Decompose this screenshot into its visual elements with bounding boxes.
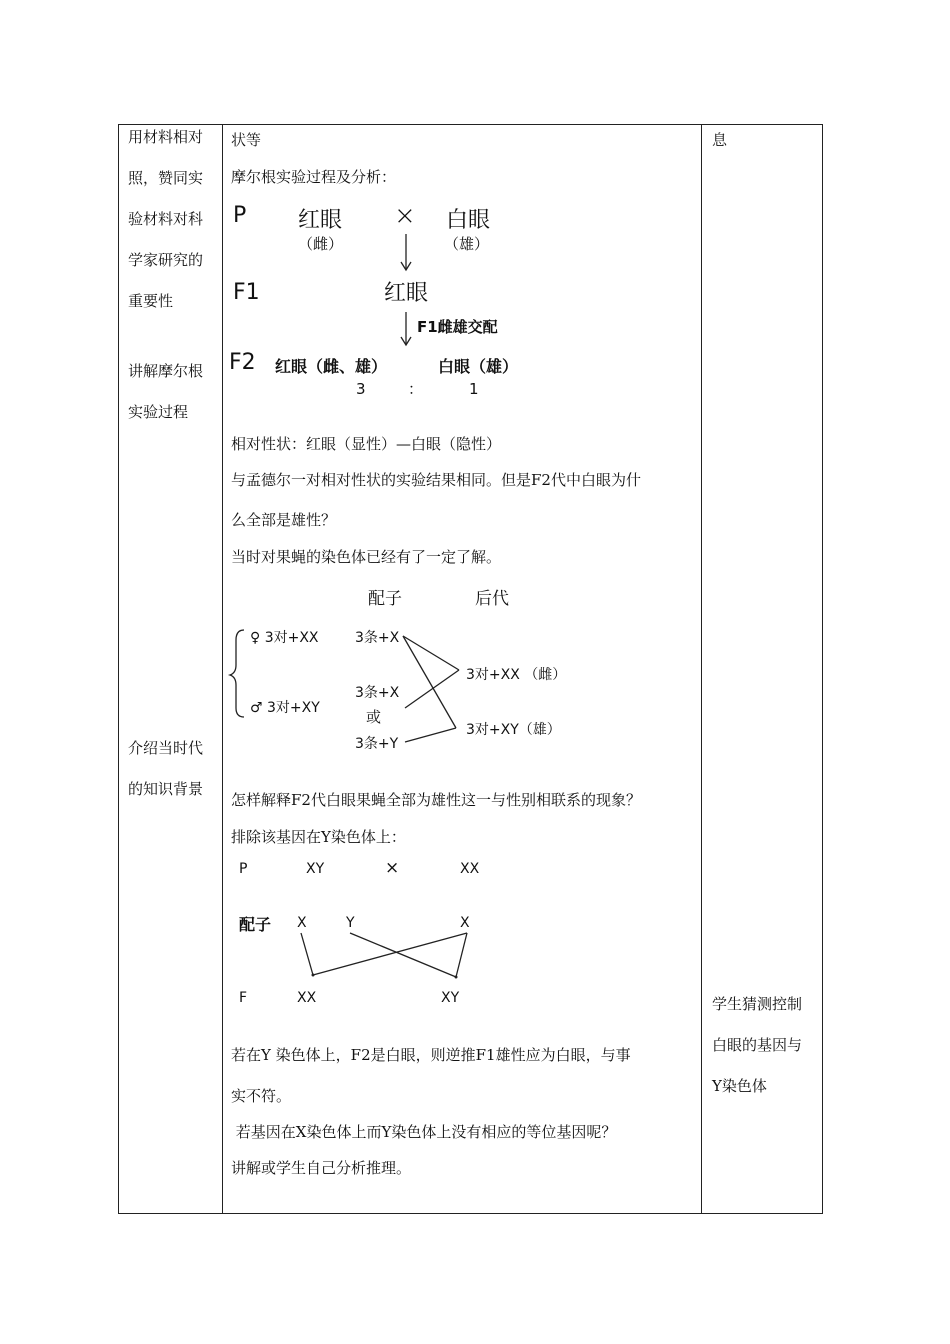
brace: [230, 630, 244, 717]
right-line: 白眼的基因与: [712, 1036, 803, 1054]
cross2-gx2: X: [460, 915, 470, 931]
left-line: 学家研究的: [128, 251, 204, 269]
female-row: ♀ 3对+XX: [250, 630, 319, 646]
cross2-fxx: XX: [297, 990, 317, 1006]
gamete-header: 配子: [368, 589, 402, 609]
line-g1-off1: [403, 636, 459, 670]
text-mendel-2: 么全部是雄性？: [231, 511, 337, 529]
cross2-fxy: XY: [441, 990, 460, 1006]
cross2-gamete: 配子: [239, 915, 272, 934]
cross1-ratio-colon: ：: [408, 380, 424, 398]
line-g2-off1: [405, 670, 459, 708]
left-line: 重要性: [128, 292, 174, 310]
offspring-male: 3对+XY（雄）: [466, 722, 561, 738]
text-explain: 怎样解释F2代白眼果蝇全部为雄性这一与性别相联系的现象？: [231, 791, 641, 809]
left-line: 照，赞同实: [128, 169, 204, 187]
cross1-f2-red: 红眼（雌、雄）: [275, 357, 388, 376]
line-g3-off2: [405, 728, 456, 742]
cross1-female: （雌）: [298, 235, 344, 253]
cross2-p: P: [239, 861, 248, 877]
cross2-gy: Y: [346, 915, 355, 931]
cross2-xx: XX: [460, 861, 480, 877]
text-status: 状等: [231, 131, 262, 149]
cross1-male: （雄）: [444, 235, 490, 253]
cross2-xy: XY: [306, 861, 325, 877]
gamete-g2: 3条+X: [355, 685, 400, 701]
left-line: 实验过程: [128, 403, 189, 421]
left-line: 讲解摩尔根: [128, 362, 204, 380]
cross1-f1-note: F1雌雄交配: [417, 318, 498, 336]
text-morgan-title: 摩尔根实验过程及分析：: [231, 168, 397, 186]
cross2-times: ×: [385, 858, 400, 878]
text-mendel-1: 与孟德尔一对相对性状的实验结果相同。但是F2代中白眼为什: [231, 471, 641, 489]
cross2-gx1: X: [297, 915, 307, 931]
text-if-y-2: 实不符。: [231, 1087, 292, 1105]
offspring-header: 后代: [475, 589, 509, 609]
dot-fxy: [455, 976, 458, 979]
line-fxx-to-x2: [313, 933, 467, 975]
cross2-f: F: [239, 990, 248, 1006]
text-if-x: 若基因在X染色体上而Y染色体上没有相应的等位基因呢？: [231, 1123, 617, 1141]
text-if-y-1: 若在Y 染色体上，F2是白眼，则逆推F1雄性应为白眼，与事: [231, 1046, 631, 1064]
cross1-f1-red: 红眼: [384, 281, 429, 306]
left-line: 用材料相对: [128, 128, 204, 146]
left-line: 验材料对科: [128, 210, 204, 228]
left-line: 的知识背景: [128, 780, 204, 798]
offspring-female: 3对+XX （雌）: [466, 667, 567, 683]
male-row: ♂ 3对+XY: [250, 700, 320, 716]
gamete-g1: 3条+X: [355, 630, 400, 646]
gamete-or: 或: [366, 708, 382, 726]
right-line: Y染色体: [712, 1077, 767, 1095]
text-known: 当时对果蝇的染色体已经有了一定了解。: [231, 548, 502, 566]
right-line: 学生猜测控制: [712, 995, 803, 1013]
cross1-white-eye: 白眼: [446, 208, 491, 233]
cross1-f2-white: 白眼（雄）: [438, 357, 519, 376]
dot-fxx: [312, 974, 315, 977]
cross1-f1: F1: [233, 280, 260, 305]
cross1-times: ×: [394, 201, 416, 231]
line-g1-off2: [403, 636, 456, 728]
right-note-top: 息: [712, 131, 728, 149]
cross1-red-eye: 红眼: [298, 208, 343, 233]
text-relative-trait: 相对性状：红眼（显性）—白眼（隐性）: [231, 435, 502, 453]
line-x2-down: [456, 933, 467, 977]
cross1-p: P: [233, 203, 247, 228]
line-y-to-fxy: [350, 933, 456, 977]
cross1-ratio-3: 3: [356, 380, 366, 398]
cross1-f2: F2: [229, 350, 256, 375]
cross1-ratio-1: 1: [469, 380, 479, 398]
line-x1-down: [301, 933, 313, 975]
text-exclude: 排除该基因在Y染色体上：: [231, 828, 406, 846]
left-line: 介绍当时代: [128, 739, 204, 757]
gamete-g3: 3条+Y: [355, 736, 399, 752]
text-analysis: 讲解或学生自己分析推理。: [231, 1159, 412, 1177]
